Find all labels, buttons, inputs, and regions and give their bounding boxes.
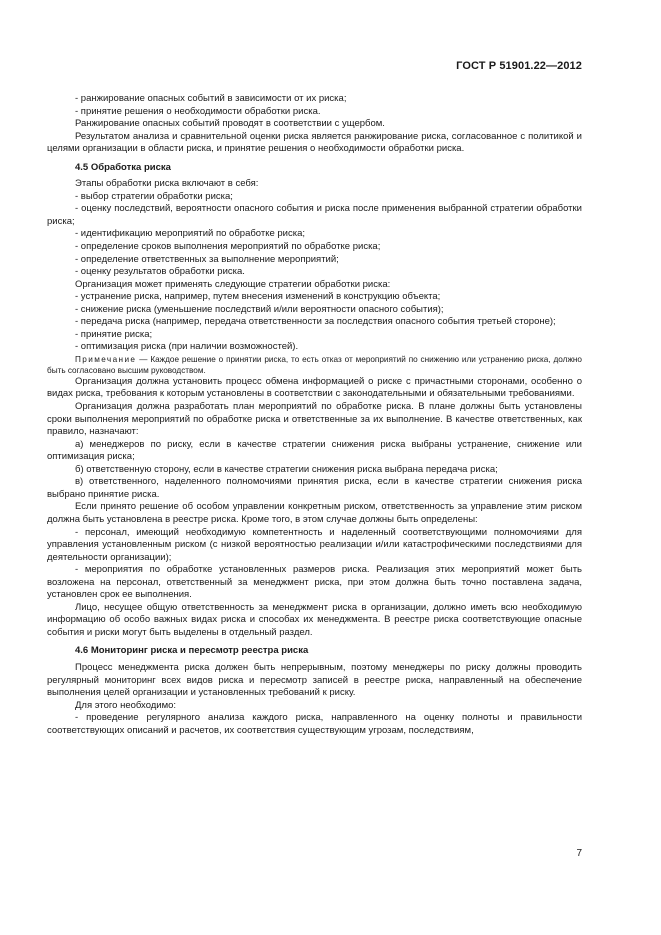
paragraph: Результатом анализа и сравнительной оценки риска является ранжирование риска, согласованное с политикой и целями организации в области риска, и принятие решения о необходимости обработки риска. <box>47 130 582 155</box>
page-number: 7 <box>576 848 582 859</box>
list-item: - оценку результатов обработки риска. <box>75 266 245 278</box>
list-item: в) ответственного, наделенного полномочиями принятия риска, если в качестве стратегии снижения риска выбрано принятие риска. <box>47 476 582 500</box>
paragraph: - ранжирование опасных событий в зависимости от их риска; <box>75 93 347 104</box>
list-item: - определение ответственных за выполнение мероприятий; <box>75 253 339 265</box>
list-item: - оценку последствий, вероятности опасного события и риска после применения выбранной стратегии обработки риска; <box>47 203 582 227</box>
paragraph: Организация должна разработать план мероприятий по обработке риска. В плане должны быть установлены сроки выполнения мероприятий по обработке риска и ответственные за их выполнение. В качестве ответственных, как правило, назначают: <box>47 401 582 438</box>
paragraph: Ранжирование опасных событий проводят в соответствии с ущербом. <box>75 118 385 130</box>
paragraph: Организация может применять следующие стратегии обработки риска: <box>75 278 391 290</box>
section-title-4-5: 4.5 Обработка риска <box>75 161 171 173</box>
list-item: - оптимизация риска (при наличии возможностей). <box>75 341 299 353</box>
paragraph: Организация должна установить процесс обмена информацией о риске с причастными сторонами, особенно о видах риска, требования к которым установлены в соответствии с законодательными и обязательными требованиями. <box>47 375 582 400</box>
list-item: - мероприятия по обработке установленных размеров риска. Реализация этих мероприятий может быть возложена на персонал, ответственный за менеджмент риска, при этом должна быть точно поставлена задача, установлен срок ее выполнения. <box>47 564 582 601</box>
list-item: - персонал, имеющий необходимую компетентность и наделенный соответствующими полномочиями для управления установленным риском (с низкой вероятностью реализации и/или катастрофическими последствиями для деятельности организации); <box>47 526 582 563</box>
paragraph: Этапы обработки риска включают в себя: <box>75 178 259 190</box>
paragraph: Лицо, несущее общую ответственность за менеджмент риска в организации, должно иметь всю необходимую информацию об особо важных видах риска и способах их менеджмента. В реестре риска соответствующие опасные события и риски могут быть выделены в отдельный раздел. <box>47 601 582 638</box>
standard-header: ГОСТ Р 51901.22—2012 <box>456 60 582 72</box>
note-text: — Каждое решение о принятии риска, то есть отказ от мероприятий по снижению или устранению риска, должно быть согласовано высшим руководством. <box>47 354 582 375</box>
paragraph: Если принято решение об особом управлении конкретным риском, ответственность за управление этим риском должна быть установлена в реестре риска. Кроме того, в этом случае должны быть определены: <box>47 501 582 525</box>
paragraph: - принятие решения о необходимости обработки риска. <box>75 105 321 117</box>
paragraph: Для этого необходимо: <box>75 699 177 711</box>
list-item: - определение сроков выполнения мероприятий по обработке риска; <box>75 241 381 253</box>
list-item: - передача риска (например, передача ответственности за последствия опасного события третьей стороне); <box>75 316 556 328</box>
list-item: - проведение регулярного анализа каждого риска, направленного на оценку полноты и правильности соответствующих описаний и расчетов, их соответствия существующим угрозам, последствиям, <box>47 712 582 736</box>
page-body <box>47 93 582 737</box>
note <box>47 354 582 376</box>
list-item: - выбор стратегии обработки риска; <box>75 190 233 202</box>
list-item: - принятие риска; <box>75 328 153 340</box>
note-label: Примечание <box>75 354 137 364</box>
list-item: а) менеджеров по риску, если в качестве стратегии снижения риска выбраны устранение, снижение или оптимизация риска; <box>47 438 582 463</box>
section-title-4-6: 4.6 Мониторинг риска и пересмотр реестра риска <box>75 645 309 657</box>
list-item: - снижение риска (уменьшение последствий и/или вероятности опасного события); <box>75 303 444 315</box>
list-item: б) ответственную сторону, если в качестве стратегии снижения риска выбрана передача риска; <box>75 463 498 475</box>
list-item: - устранение риска, например, путем внесения изменений в конструкцию объекта; <box>75 291 441 303</box>
paragraph: Процесс менеджмента риска должен быть непрерывным, поэтому менеджеры по риску должны проводить регулярный мониторинг всех видов риска и пересмотр записей в реестре риска, направленный на обеспечение выполнения целей организации и установленных требований к риску. <box>47 661 582 699</box>
list-item: - идентификацию мероприятий по обработке риска; <box>75 228 306 240</box>
